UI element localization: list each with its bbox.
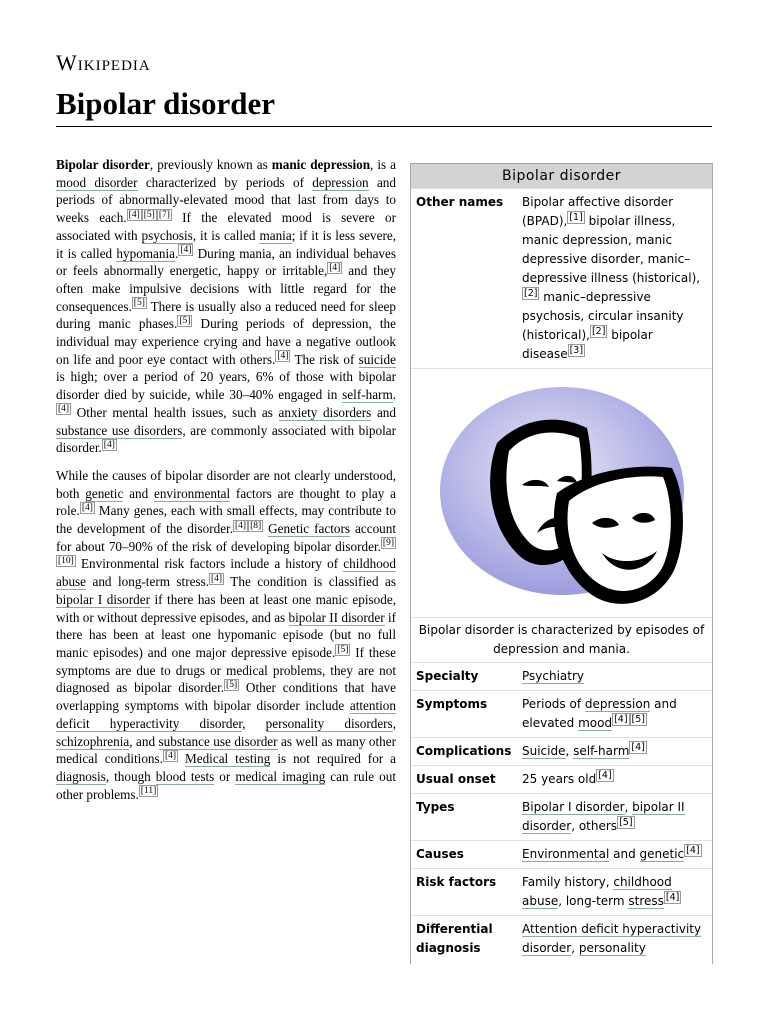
text-run: , and — [129, 733, 159, 749]
citation-ref[interactable]: [7] — [158, 209, 170, 220]
citation-ref[interactable]: [4] — [58, 404, 70, 415]
citation-ref[interactable]: [4] — [211, 573, 223, 584]
text-run: if there has been at least one hypomanic episode (but no full manic episodes) and one major depressive episode. — [56, 609, 396, 660]
text-run: , long-term — [558, 894, 629, 908]
text-run: if there has been at least one manic episode, with or without depressive episodes, and as — [56, 591, 396, 625]
text-run: Other mental health issues, such as — [71, 404, 279, 420]
article-link[interactable]: psychosis — [141, 227, 193, 243]
article-link[interactable]: childhood abuse — [56, 556, 396, 590]
citation-ref[interactable]: [2] — [591, 326, 606, 337]
citation-ref[interactable]: [4] — [235, 520, 247, 531]
infobox-value — [522, 695, 707, 733]
citation-ref[interactable]: [9] — [382, 538, 394, 549]
text-run: or — [214, 768, 236, 784]
infobox-value — [522, 798, 707, 836]
article-link[interactable]: bipolar II disorder — [522, 800, 685, 833]
text-run: During mania, an individual behaves or feels abnormally energetic, happy or irritable, — [56, 245, 396, 279]
text-run: and elevated — [522, 697, 677, 730]
text-run: , — [565, 744, 574, 758]
article-link[interactable]: Bipolar I disorder — [522, 800, 625, 814]
article-body — [56, 156, 396, 813]
citation-ref[interactable]: [5] — [619, 817, 633, 828]
text-run: The condition is classified as — [224, 574, 396, 590]
citation-ref[interactable]: [4] — [277, 351, 289, 362]
text-run: Family history, — [522, 875, 614, 889]
citation-ref[interactable]: [4] — [81, 502, 93, 513]
article-link[interactable]: genetic — [639, 847, 685, 861]
text-run: Environmental risk factors include a history of — [75, 556, 344, 572]
infobox — [410, 163, 713, 964]
infobox-row-usual-onset — [411, 765, 712, 793]
citation-ref[interactable]: [10] — [58, 556, 74, 567]
article-link[interactable]: self-harm — [342, 387, 393, 403]
article-link[interactable]: Genetic factors — [268, 521, 351, 537]
citation-ref[interactable]: [4] — [103, 439, 115, 450]
citation-ref[interactable]: [1] — [569, 212, 583, 223]
title-divider — [56, 126, 712, 127]
text-run: account for about 70–90% of the risk of developing bipolar disorder. — [56, 521, 397, 554]
text-run: Many genes, each with small effects, may contribute to the development of the disorder. — [56, 503, 396, 537]
infobox-row-types — [411, 793, 712, 840]
text-run: can rule out other problems. — [56, 768, 396, 802]
infobox-row-causes — [411, 840, 712, 868]
article-link[interactable]: self-harm — [573, 744, 630, 758]
article-link[interactable]: depression — [312, 174, 369, 190]
citation-ref[interactable]: [4] — [329, 262, 341, 273]
article-link[interactable]: Attention deficit hyperactivity disorder — [522, 922, 702, 955]
article-link[interactable]: blood tests — [155, 768, 215, 784]
article-link[interactable]: substance use disorder — [158, 733, 278, 749]
infobox-value — [522, 667, 707, 686]
text-run: and long-term stress. — [86, 574, 210, 590]
citation-ref[interactable]: [5] — [337, 644, 349, 655]
infobox-value — [522, 845, 707, 864]
citation-ref[interactable]: [11] — [140, 786, 157, 797]
article-link[interactable]: medical imaging — [235, 768, 326, 784]
article-link[interactable]: mood — [578, 716, 613, 730]
infobox-label: Usual onset — [416, 772, 496, 786]
text-run: , it is called — [192, 227, 260, 243]
article-link[interactable]: genetic — [85, 485, 124, 501]
article-link[interactable]: bipolar I disorder — [56, 591, 150, 607]
intro-paragraph-2 — [56, 467, 396, 803]
article-link[interactable]: stress — [628, 894, 664, 908]
citation-ref[interactable]: [4] — [128, 209, 140, 220]
text-run: , though — [105, 768, 156, 784]
text-run: Bipolar affective disorder (BPAD), — [522, 195, 674, 228]
infobox-row-complications — [411, 737, 712, 765]
text-run: bipolar disease — [522, 328, 653, 361]
text-run: characterized by periods of — [137, 174, 313, 190]
article-link[interactable]: Medical testing — [185, 751, 271, 767]
article-link[interactable]: mania — [259, 227, 292, 243]
theatre-masks-icon — [437, 373, 687, 613]
text-run — [178, 751, 185, 766]
text-run: The risk of — [290, 351, 359, 367]
text-run: During periods of depression, the individual may experience crying and have a negative outlook on life and poor eye contact with others. — [56, 316, 397, 367]
text-run: . — [175, 245, 179, 261]
wikipedia-logo[interactable]: Wikipedia — [56, 50, 151, 75]
infobox-label: Risk factors — [416, 875, 497, 889]
text-run: and — [371, 404, 396, 420]
text-run: , previously known as — [149, 157, 272, 172]
text-run: and — [123, 485, 154, 501]
citation-ref[interactable]: [5] — [226, 680, 238, 690]
text-run: Other conditions that have overlapping symptoms with bipolar disorder include — [56, 680, 396, 714]
article-link[interactable]: suicide — [358, 351, 396, 367]
infobox-label: Causes — [416, 847, 464, 861]
article-link[interactable]: hypomania — [116, 245, 176, 261]
text-run: , — [624, 800, 633, 814]
citation-ref[interactable]: [4] — [631, 742, 645, 753]
infobox-row-other-names — [411, 188, 712, 368]
infobox-value — [522, 770, 707, 789]
infobox-label: Other names — [416, 195, 504, 209]
infobox-row-specialty — [411, 662, 712, 690]
citation-ref[interactable]: [3] — [569, 345, 584, 356]
text-run: ; if it is less severe, it is called — [56, 227, 396, 261]
article-link[interactable]: environmental — [153, 485, 231, 501]
text-run: and — [609, 847, 640, 861]
text-run: If these symptoms are due to drugs or medical problems, they are not diagnosed as bipolar disorder. — [56, 644, 396, 696]
infobox-row-risk-factors — [411, 868, 712, 915]
article-link[interactable]: personality disorders — [265, 715, 393, 731]
citation-ref[interactable]: [5] — [133, 298, 145, 309]
text-run: 25 years old — [522, 772, 597, 786]
citation-ref[interactable]: [4] — [180, 245, 192, 256]
infobox-value — [522, 193, 707, 364]
infobox-label: Differential diagnosis — [416, 922, 493, 955]
text-run: If the elevated mood is severe or associated with — [56, 210, 397, 243]
article-link[interactable]: substance use disorders — [56, 422, 183, 438]
text-run: and periods of abnormally-elevated mood that last from days to weeks each. — [56, 174, 396, 226]
text-run: is high; over a period of 20 years, 6% of those with bipolar disorder died by suicide, while 30–40% engaged in — [56, 369, 396, 403]
text-run: , — [571, 941, 579, 955]
infobox-image[interactable] — [411, 368, 712, 617]
text-run: factors are thought to play a role. — [56, 485, 397, 519]
text-run: While the causes of bipolar disorder are not clearly understood, both — [56, 467, 396, 501]
citation-ref[interactable]: [4] — [665, 892, 680, 903]
article-link[interactable]: depression — [584, 697, 651, 711]
citation-ref[interactable]: [4] — [686, 845, 700, 856]
infobox-value — [522, 873, 707, 911]
text-run: manic–depressive psychosis, circular insanity (historical), — [522, 290, 684, 342]
citation-ref[interactable]: [4] — [614, 714, 628, 725]
citation-ref[interactable]: [5] — [143, 209, 155, 220]
text-run: , others — [571, 819, 618, 833]
article-link[interactable]: mood disorder — [56, 174, 138, 190]
text-run: as well as many other medical conditions. — [56, 733, 396, 767]
bold-term: Bipolar disorder — [56, 157, 150, 172]
article-link[interactable]: anxiety disorders — [278, 404, 372, 420]
text-run: , is a — [370, 157, 396, 172]
text-run: , — [242, 715, 266, 731]
page-title: Bipolar disorder — [56, 86, 276, 121]
article-link[interactable]: personality — [578, 941, 646, 955]
intro-paragraph-1 — [56, 156, 396, 457]
infobox-label: Types — [416, 800, 455, 814]
infobox-row-symptoms — [411, 690, 712, 737]
article-link[interactable]: bipolar II disorder — [288, 609, 385, 625]
infobox-value — [522, 742, 707, 761]
text-run: is not required for a — [270, 751, 396, 767]
infobox-row-differential-diagnosis — [411, 915, 712, 962]
citation-ref[interactable]: [5] — [179, 315, 191, 326]
citation-ref[interactable]: [5] — [631, 714, 646, 725]
bold-term: manic depression — [271, 157, 371, 172]
infobox-title: Bipolar disorder — [411, 164, 712, 188]
infobox-label: Symptoms — [416, 697, 488, 711]
text-run: bipolar illness, manic depression, manic depressive disorder, manic–depressive illness (historical), — [522, 214, 701, 285]
text-run: There is usually also a reduced need for sleep during manic phases. — [56, 298, 396, 332]
article-link[interactable]: schizophrenia — [56, 733, 130, 749]
citation-ref[interactable]: [4] — [598, 770, 612, 781]
infobox-label: Specialty — [416, 669, 479, 683]
article-link[interactable]: childhood abuse — [522, 875, 672, 908]
citation-ref[interactable]: [8] — [250, 520, 262, 531]
text-run: , — [392, 715, 396, 731]
infobox-label: Complications — [416, 744, 512, 758]
article-link[interactable]: Environmental — [522, 847, 610, 861]
article-link[interactable]: Suicide — [522, 744, 566, 758]
text-run: Periods of — [522, 697, 585, 711]
infobox-caption: Bipolar disorder is characterized by episodes of depression and mania. — [411, 617, 712, 662]
citation-ref[interactable]: [4] — [164, 750, 177, 761]
article-link[interactable]: diagnosis — [56, 768, 106, 784]
text-run: . — [392, 387, 396, 403]
article-link[interactable]: Psychiatry — [522, 669, 585, 683]
infobox-value — [522, 920, 707, 958]
text-run: and they often make impulsive decisions with little regard for the consequences. — [56, 263, 396, 314]
article-link[interactable]: attention deficit hyperactivity disorder — [56, 698, 396, 731]
text-run: , are commonly associated with bipolar disorder. — [56, 422, 396, 456]
citation-ref[interactable]: [2] — [524, 288, 538, 299]
